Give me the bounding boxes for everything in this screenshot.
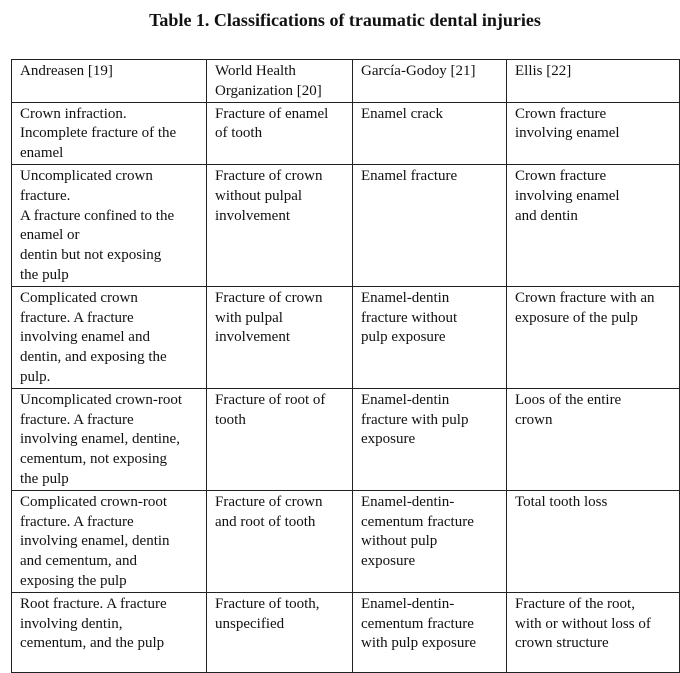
cell-who: Fracture of tooth, unspecified [207, 592, 353, 672]
header-ellis: Ellis [22] [507, 60, 680, 103]
cell-garcia-godoy: Enamel-dentin fracture without pulp exposure [353, 286, 507, 388]
table-row [12, 388, 680, 490]
cell-garcia-godoy: Enamel-dentin fracture with pulp exposure [353, 388, 507, 490]
cell-ellis: Crown fracture with an exposure of the pulp [507, 286, 680, 388]
table-title: Table 1. Classifications of traumatic dental injuries [149, 10, 541, 30]
header-garcia-godoy: García-Godoy [21] [353, 60, 507, 103]
cell-andreasen: Crown infraction. Incomplete fracture of the enamel [12, 102, 207, 164]
cell-garcia-godoy: Enamel fracture [353, 164, 507, 286]
table-row [12, 592, 680, 672]
cell-ellis: Crown fracture involving enamel [507, 102, 680, 164]
cell-garcia-godoy: Enamel crack [353, 102, 507, 164]
table-row [12, 102, 680, 164]
table-row [12, 286, 680, 388]
cell-who: Fracture of crown and root of tooth [207, 490, 353, 592]
cell-ellis: Fracture of the root, with or without loss of crown structure [507, 592, 680, 672]
cell-andreasen: Complicated crown-root fracture. A fracture involving enamel, dentin and cementum, and exposing the pulp [12, 490, 207, 592]
cell-who: Fracture of crown without pulpal involvement [207, 164, 353, 286]
cell-garcia-godoy: Enamel-dentin- cementum fracture with pulp exposure [353, 592, 507, 672]
table-row [12, 164, 680, 286]
cell-garcia-godoy: Enamel-dentin- cementum fracture without pulp exposure [353, 490, 507, 592]
header-who: World Health Organization [20] [207, 60, 353, 103]
cell-andreasen: Uncomplicated crown-root fracture. A fracture involving enamel, dentine, cementum, not exposing the pulp [12, 388, 207, 490]
cell-ellis: Loos of the entire crown [507, 388, 680, 490]
cell-andreasen: Uncomplicated crown fracture. A fracture confined to the enamel or dentin but not exposing the pulp [12, 164, 207, 286]
cell-who: Fracture of root of tooth [207, 388, 353, 490]
cell-andreasen: Root fracture. A fracture involving dentin, cementum, and the pulp [12, 592, 207, 672]
classification-table [11, 59, 680, 673]
header-andreasen: Andreasen [19] [12, 60, 207, 103]
cell-andreasen: Complicated crown fracture. A fracture involving enamel and dentin, and exposing the pulp. [12, 286, 207, 388]
cell-who: Fracture of enamel of tooth [207, 102, 353, 164]
table-header-row [12, 60, 680, 103]
cell-ellis: Total tooth loss [507, 490, 680, 592]
cell-who: Fracture of crown with pulpal involvement [207, 286, 353, 388]
table-row [12, 490, 680, 592]
cell-ellis: Crown fracture involving enamel and dentin [507, 164, 680, 286]
